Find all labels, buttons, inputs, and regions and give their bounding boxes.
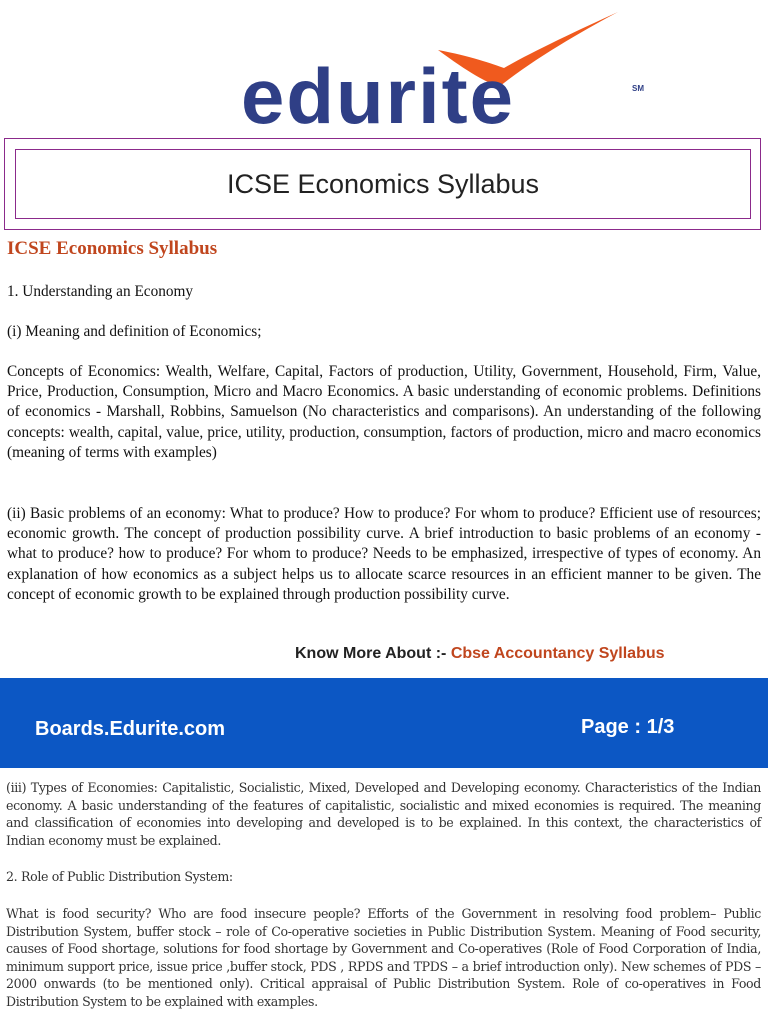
title-frame xyxy=(4,138,761,230)
page-title: ICSE Economics Syllabus xyxy=(226,168,540,199)
know-more-label: Know More About :- xyxy=(295,645,451,662)
know-more-line xyxy=(295,645,665,663)
footer-band xyxy=(0,678,768,768)
paragraph-basic-problems: (ii) Basic problems of an economy: What to produce? How to produce? For whom to produce? Efficient use of resources; economic growth. The concept of production possibility curve. A brief introduction to basic problems of an economy - what to produce? how to produce? For whom to produce? Needs to be emphasized, irrespective of types of economy. An explanation of how economics as a subject helps us to allocate scarce resources in an efficient manner to be given. The concept of economic growth to be explained through production possibility curve. xyxy=(7,505,761,603)
edurite-logo xyxy=(108,6,648,140)
logo-wordmark: edurite xyxy=(240,52,516,140)
know-more-link[interactable]: Cbse Accountancy Syllabus xyxy=(450,645,665,662)
paragraph-types-of-economies: (iii) Types of Economies: Capitalistic, Socialistic, Mixed, Developed and Developing economy. Characteristics of the Indian economy. A basic understanding of the features of capitalistic, socialistic and mixed economies is required. The meaning and classification of economies into developing and developed is to be explained. In this context, the characteristics of Indian economy must be explained. xyxy=(6,780,761,848)
title-inner-frame xyxy=(15,149,751,219)
subsection-1-title: (i) Meaning and definition of Economics; xyxy=(7,323,262,340)
paragraph-concepts: Concepts of Economics: Wealth, Welfare, Capital, Factors of production, Utility, Government, Household, Firm, Value, Price, Production, Consumption, Micro and Macro Economics. A basic understanding of economic problems. Definitions of economics - Marshall, Robbins, Samuelson (No characteristics and comparisons). An understanding of the following concepts: wealth, capital, value, price, utility, production, consumption, factors of production, micro and macro economics (meaning of terms with examples) xyxy=(7,363,761,461)
section-2-title: 2. Role of Public Distribution System: xyxy=(6,869,233,884)
section-1-title: 1. Understanding an Economy xyxy=(7,283,194,300)
page-indicator: Page : 1/3 xyxy=(581,716,675,738)
paragraph-food-security: What is food security? Who are food insecure people? Efforts of the Government in resolving food problem– Public Distribution System, buffer stock – role of Co-operative societies in Public Distribution System. Meaning of Food security, causes of Food shortage, solutions for food shortage by Government and Co-operatives (Role of Food Corporation of India, minimum support price, issue price ,buffer stock, PDS , RPDS and TPDS – a brief introduction only). New schemes of PDS – 2000 onwards (to be mentioned only). Critical appraisal of Public Distribution System. Role of co-operatives in Food Distribution System to be explained with examples. xyxy=(6,906,761,1009)
logo-service-mark: SM xyxy=(632,84,644,93)
section-heading: ICSE Economics Syllabus xyxy=(7,238,218,259)
site-link[interactable]: Boards.Edurite.com xyxy=(35,718,226,740)
